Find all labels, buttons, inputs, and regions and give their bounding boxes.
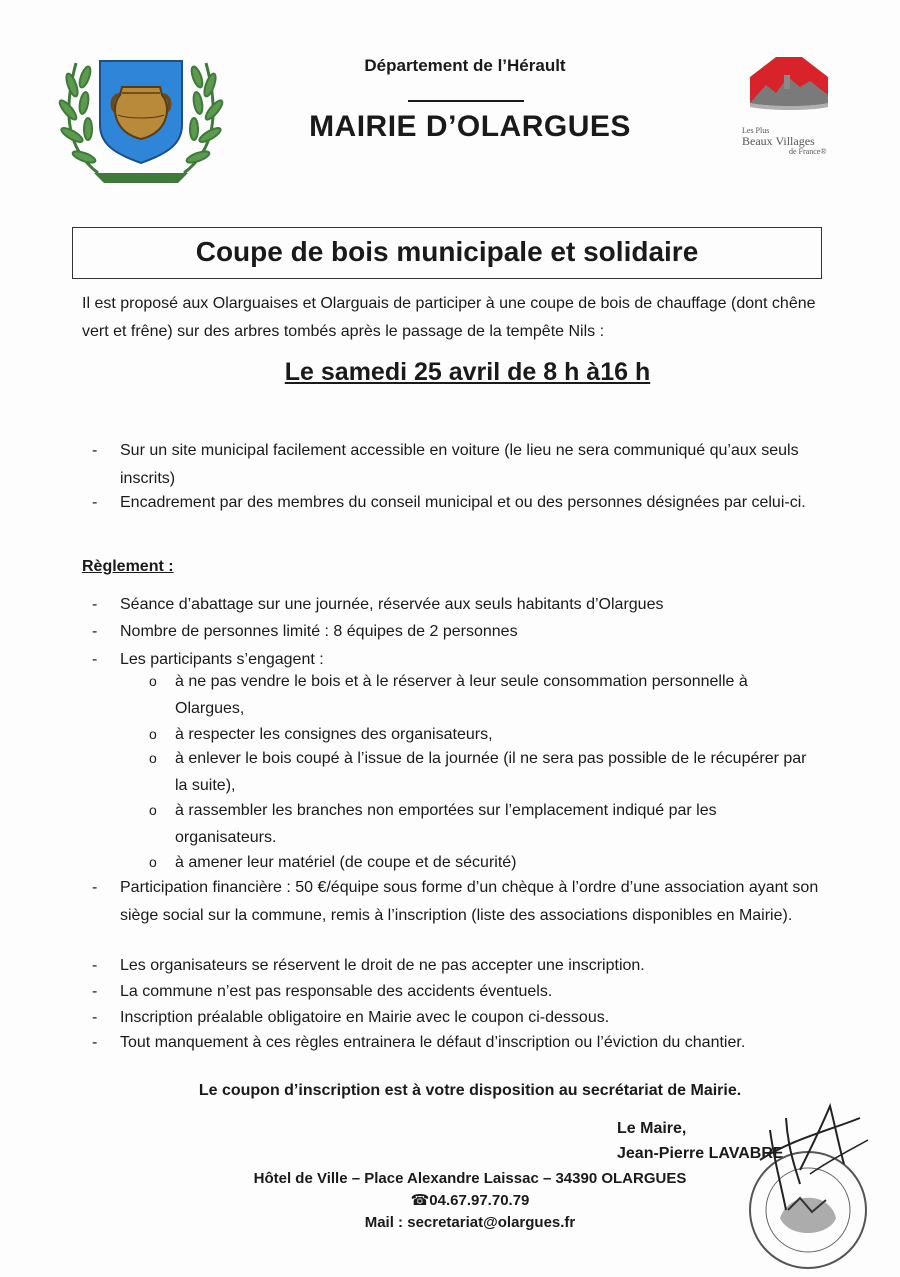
- rule-item: - Nombre de personnes limité : 8 équipes de 2 personnes: [120, 618, 820, 646]
- signature-title: Le Maire,: [617, 1120, 687, 1137]
- department-title: Département de l’Hérault: [364, 56, 566, 75]
- rule-item: - Séance d’abattage sur une journée, réservée aux seuls habitants d’Olargues: [120, 591, 820, 619]
- mairie-title: MAIRIE D’OLARGUES: [309, 110, 631, 143]
- rule-item: - Les organisateurs se réservent le droit de ne pas accepter une inscription.: [120, 952, 820, 980]
- header-divider: [408, 100, 524, 102]
- rule-item: - Les participants s’engagent :: [120, 646, 820, 674]
- pbv-line1: Les Plus: [742, 126, 770, 135]
- rule-item: - Inscription préalable obligatoire en Mairie avec le coupon ci-dessous.: [120, 1004, 820, 1032]
- official-stamp-icon: [740, 1100, 875, 1272]
- phone-line: [240, 1190, 700, 1212]
- plus-beaux-villages-label: [742, 126, 842, 156]
- commitment-item: o à amener leur matériel (de coupe et de sécurité): [175, 849, 815, 876]
- rule-item: - La commune n’est pas responsable des accidents éventuels.: [120, 978, 820, 1006]
- intro-paragraph: Il est proposé aux Olarguaises et Olarguais de participer à une coupe de bois de chauffage (dont chêne vert et frêne) sur des arbres tombés après le passage de la tempête Nils :: [82, 295, 816, 340]
- signature-name: Jean-Pierre LAVABRE: [617, 1145, 784, 1162]
- commitment-item: o à ne pas vendre le bois et à le réserver à leur seule consommation personnelle à Olargues,: [175, 668, 815, 722]
- coupon-notice: Le coupon d’inscription est à votre disposition au secrétariat de Mairie.: [198, 1082, 742, 1099]
- notice-title: Coupe de bois municipale et solidaire: [72, 227, 822, 279]
- commitment-item: o à rassembler les branches non emportées sur l’emplacement indiqué par les organisateurs.: [175, 797, 815, 851]
- pbv-line3: de France®: [789, 147, 827, 156]
- rule-item: - Tout manquement à ces règles entrainera le défaut d’inscription ou l’éviction du chantier.: [120, 1029, 820, 1057]
- info-item: - Sur un site municipal facilement accessible en voiture (le lieu ne sera communiqué qu’aux seuls inscrits): [120, 437, 820, 493]
- telephone-icon: ☎: [410, 1192, 430, 1209]
- footer-address-block: [240, 1168, 700, 1234]
- info-item: - Encadrement par des membres du conseil municipal et ou des personnes désignées par celui-ci.: [120, 489, 820, 517]
- pbv-line2: Beaux Villages: [742, 134, 815, 148]
- phone-number: 04.67.97.70.79: [429, 1192, 530, 1209]
- rules-heading: Règlement :: [82, 558, 174, 575]
- commitment-item: o à enlever le bois coupé à l’issue de la journée (il ne sera pas possible de le récupérer par la suite),: [175, 745, 815, 799]
- rule-item: - Participation financière : 50 €/équipe sous forme d’un chèque à l’ordre d’une association ayant son siège social sur la commune, remis à l’inscription (liste des associations disponibles en Mairie).: [120, 874, 820, 930]
- address: Hôtel de Ville – Place Alexandre Laissac – 34390 OLARGUES: [253, 1170, 687, 1187]
- commitment-item: o à respecter les consignes des organisateurs,: [175, 721, 815, 748]
- event-date: Le samedi 25 avril de 8 h à16 h: [284, 358, 651, 386]
- coat-of-arms-icon: [58, 55, 224, 189]
- email: Mail : secretariat@olargues.fr: [364, 1214, 576, 1231]
